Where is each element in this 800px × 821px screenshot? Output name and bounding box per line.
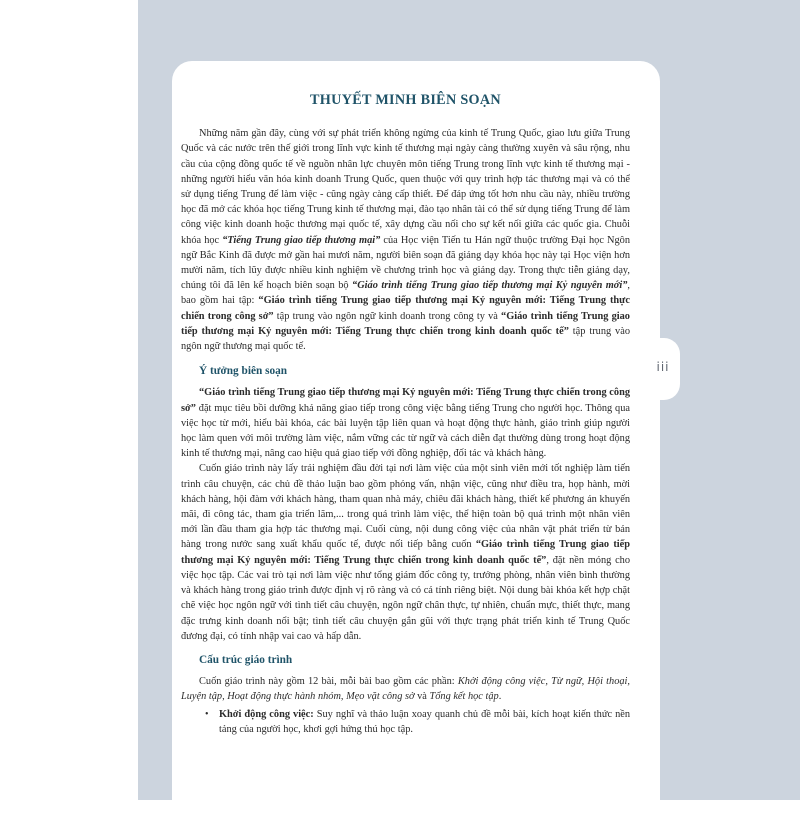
intro-text-9: tập trung vào ngôn ngữ thương mại quốc tế. [181,325,630,353]
page-number: iii [656,360,670,374]
intro-volume-2: “Giáo trình tiếng Trung giao tiếp thương mại Kỷ nguyên mới: Tiếng Trung thực chiến trong kinh doanh quốc tế” [181,310,630,337]
ideas-paragraph-1 [181,385,630,461]
intro-volume-1: “Giáo trình tiếng Trung giao tiếp thương mại Kỷ nguyên mới: Tiếng Trung thực chiến trong công sở” [181,295,630,322]
page-title: THUYẾT MINH BIÊN SOẠN [310,92,501,108]
structure-parts: Khởi động công việc, Từ ngữ, Hội thoại, Luyện tập, Hoạt động thực hành nhóm, Mẹo vặt công sở [181,676,630,703]
ideas-text-2a: Cuốn giáo trình này lấy trải nghiệm đầu đời tại nơi làm việc của một sinh viên mới tốt nghiệp làm tiến trình câu chuyện, các chủ đề thảo luận bao gồm phỏng vấn, nhận việc, cũng như điều tra, họp hành, mời khách hàng, hội đàm với khách hàng, tham quan nhà máy, chiêu đãi khách hàng, thiết kế phương án khuyến mãi, đi công tác, tham gia triển lãm,... trong quá trình làm việc, thể hiện toàn bộ quá trình một nhân viên mới lần đầu tham gia hợp tác thương mại. Cuối cùng, nội dung công việc của nhân vật phát triển từ bán hàng trong nước sang xuất khẩu quốc tế, được nối tiếp bằng cuốn [181,463,630,551]
intro-course-name: “Tiếng Trung giao tiếp thương mại” [222,234,381,246]
intro-text-3: của Học viện Tiến tu Hán ngữ thuộc trường Đại học Ngôn ngữ Bắc Kinh đã được mở gần hai mươi năm, người biên soạn đã giảng dạy khóa học này tại Học viện hơn mười năm, tích lũy được nhiều kinh nghiệm về chương trình học và giảng dạy. Trong thực tiễn giảng dạy, chúng tôi đã lên kế hoạch biên soạn bộ [181,234,630,292]
intro-text-1: Những năm gần đây, cùng với sự phát triển không ngừng của kinh tế Trung Quốc, giao lưu giữa Trung Quốc và các nước trên thế giới trong lĩnh vực kinh tế thương mại ngày càng thường xuyên và sâu rộng, nhu cầu của cộng đồng quốc tế về nguồn nhân lực chuyên môn tiếng Trung trong lĩnh vực kinh tế thương mại - những người hiểu văn hóa kinh doanh Trung Quốc, quen thuộc với quy trình hợp tác thương mại và có thể sử dụng tiếng Trung để làm việc - cũng ngày càng cấp thiết. Để đáp ứng tốt hơn nhu cầu này, nhiều trường học đã mở các khóa học tiếng Trung kinh tế thương mại, đào tạo nhân tài có thể sử dụng tiếng Trung để làm công việc kinh doanh hoặc thương mại quốc tế, xây dựng cầu nối cho sự kết nối giữa các quốc gia. Chuỗi khóa học [181,128,630,246]
intro-paragraph [181,126,630,354]
structure-text-a: Cuốn giáo trình này gồm 12 bài, mỗi bài bao gồm các phần: [199,676,458,688]
section-heading-ideas: Ý tưởng biên soạn [199,365,288,378]
structure-text-c: . [498,691,502,703]
document-content [181,93,630,737]
intro-series-name: “Giáo trình tiếng Trung giao tiếp thương mại Kỷ nguyên mới” [352,280,628,292]
structure-text-b: và [414,691,430,703]
bullet-text [219,707,630,737]
bullet-term: Khởi động công việc: [219,708,314,720]
ideas-book-title-2: “Giáo trình tiếng Trung giao tiếp thương mại Kỷ nguyên mới: Tiếng Trung thực chiến trong kinh doanh quốc tế” [181,539,630,566]
ideas-text-1: đặt mục tiêu bồi dưỡng khả năng giao tiếp trong công việc bằng tiếng Trung cho người học. Thông qua việc học từ mới, hiểu bài khóa, các bài luyện tập liên quan và hoạt động thực hành, giáo trình giúp người học làm quen với môi trường làm việc, nắm vững các từ ngữ và cách diễn đạt thường dùng trong hoạt động kinh tế thương mại, nâng cao hiệu quả giao tiếp với đồng nghiệp, đối tác và khách hàng. [181,402,630,460]
list-item [205,707,630,737]
bullet-description: Suy nghĩ và thảo luận xoay quanh chủ đề mỗi bài, kích hoạt kiến thức nền tảng của người học, khơi gợi hứng thú học tập. [219,708,630,735]
ideas-book-title: “Giáo trình tiếng Trung giao tiếp thương mại Kỷ nguyên mới: Tiếng Trung thực chiến trong công sở” [181,387,630,414]
intro-text-7: tập trung vào ngôn ngữ kinh doanh trong công ty và [273,310,502,322]
structure-paragraph [181,674,630,704]
intro-text-5: , bao gồm hai tập: [181,280,630,307]
bullet-icon: • [205,708,209,720]
structure-last-part: Tổng kết học tập [429,691,499,703]
section-heading-structure: Cấu trúc giáo trình [199,653,293,666]
ideas-text-2b: , đặt nền móng cho việc học tập. Các vai trò tại nơi làm việc như tổng giám đốc công ty, trưởng phòng, nhân viên bình thường và khách hàng trong giáo trình được định vị rõ ràng và có cá tính riêng biệt. Nội dung bài khóa kết hợp chặt chẽ việc học ngôn ngữ với tình tiết câu chuyện, ngôn ngữ chân thực, tự nhiên, chuẩn mực, thiết thực, mang đặc trưng kinh doanh nổi bật; tình tiết câu chuyện gắn gũi với thực trạng phát triển kinh tế Trung Quốc đương đại, có tính nhập vai cao và hấp dẫn. [181,554,631,642]
ideas-paragraph-2 [181,461,630,643]
